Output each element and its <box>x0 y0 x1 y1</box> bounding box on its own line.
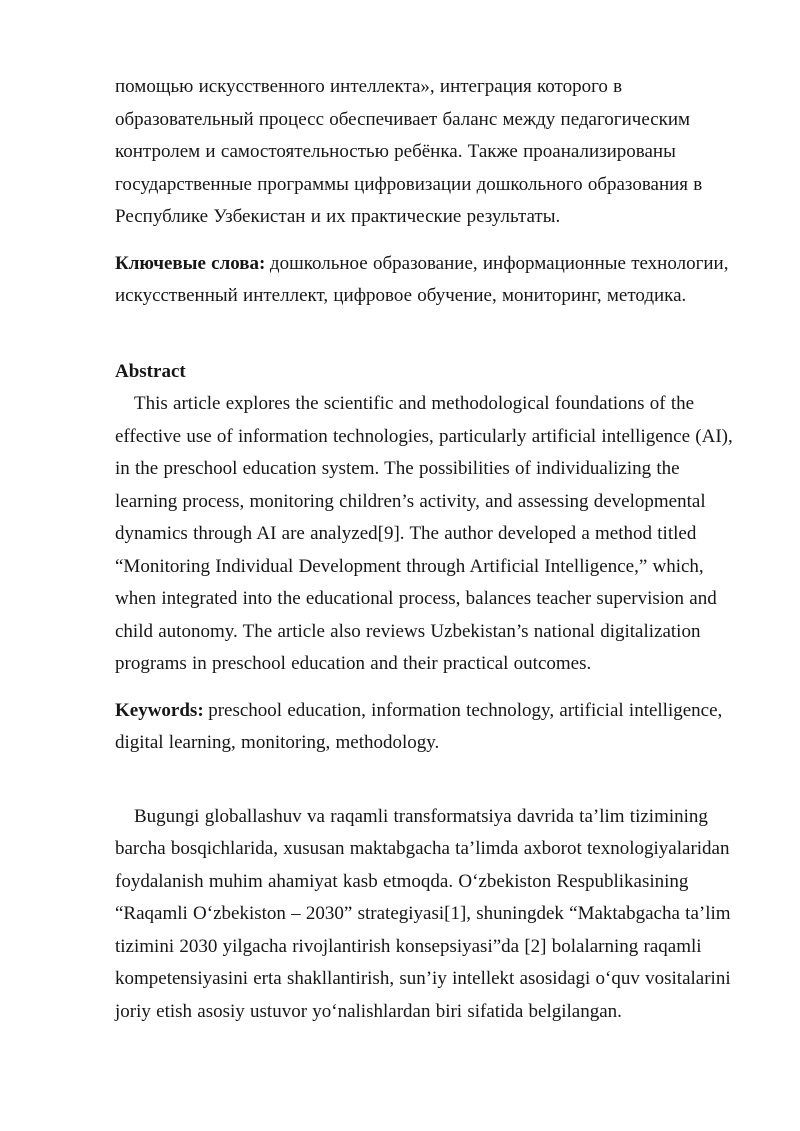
paragraph-russian-abstract-continuation: помощью искусственного интеллекта», интеграция которого в образовательный процесс обеспечивает баланс между педагогическим контролем и самостоятельностью ребёнка. Также проанализированы государственные программы цифровизации дошкольного образования в Республике Узбекистан и их практические результаты. <box>115 76 703 227</box>
paragraph-uzbek-introduction: Bugungi globallashuv va raqamli transformatsiya davrida ta’lim tizimining barcha bosqichlarida, xususan maktabgacha ta’limda axborot texnologiyalaridan foydalanish muhim ahamiyat kasb etmoqda. O‘zbekiston Respublikasining “Raqamli O‘zbekiston – 2030” strategiyasi[1], shuningdek “Maktabgacha ta’lim tizimini 2030 yilgacha rivojlantirish konsepsiyasi”da [2] bolalarning raqamli kompetensiyasini erta shakllantirish, sun’iy intellekt asosidagi o‘quv vositalarini joriy etish asosiy ustuvor yo‘nalishlardan biri sifatida belgilangan. <box>115 805 731 1022</box>
english-keywords-text: preschool education, information technology, artificial intelligence, digital learning, monitoring, methodology. <box>115 699 723 753</box>
paragraph-abstract-body: This article explores the scientific and methodological foundations of the effective use of information technologies, particularly artificial intelligence (AI), in the preschool education system. The possibilities of individualizing the learning process, monitoring children’s activity, and assessing developmental dynamics through AI are analyzed[9]. The author developed a method titled “Monitoring Individual Development through Artificial Intelligence,” which, when integrated into the educational process, balances teacher supervision and child autonomy. The article also reviews Uzbekistan’s national digitalization programs in preschool education and their practical outcomes. <box>115 393 733 674</box>
paragraph-english-keywords <box>115 695 740 760</box>
abstract-heading: Abstract <box>115 360 186 382</box>
english-keywords-label: Keywords: <box>115 699 204 721</box>
paragraph-russian-keywords <box>115 248 740 313</box>
russian-keywords-text: дошкольное образование, информационные технологии, искусственный интеллект, цифровое обучение, мониторинг, методика. <box>115 252 729 306</box>
russian-keywords-label: Ключевые слова: <box>115 252 266 274</box>
